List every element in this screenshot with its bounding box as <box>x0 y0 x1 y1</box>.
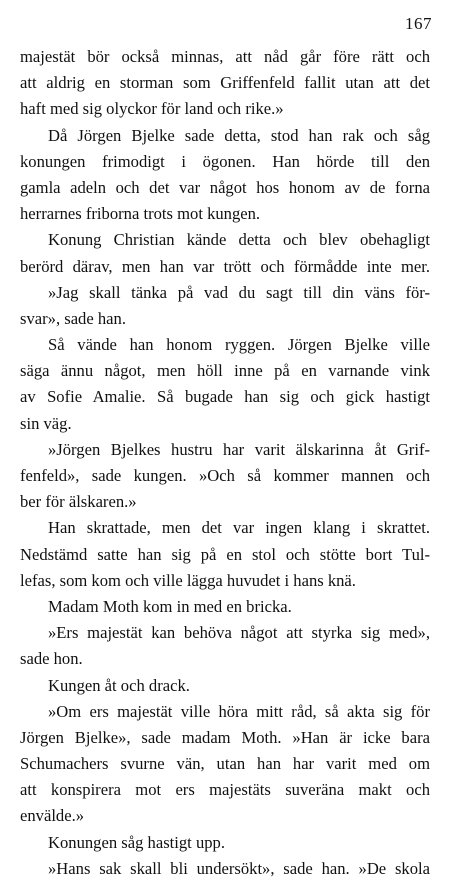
text-line: svar», sade han. <box>20 308 126 328</box>
text-line: herrarnes friborna trots mot kungen. <box>20 204 261 224</box>
body-text <box>20 44 430 882</box>
page-number: 167 <box>405 14 432 33</box>
text-line: lefas, som kom och ville lägga huvudet i hans knä. <box>20 570 356 590</box>
text-line: Konungen såg hastigt upp. <box>48 832 225 852</box>
text-line: att aldrig en storman som Griffenfeld fallit utan att det <box>20 73 430 93</box>
text-line: »Hans sak skall bli undersökt», sade han. »De skola <box>48 858 430 878</box>
text-line: sade hon. <box>20 649 83 669</box>
text-line: »Jörgen Bjelkes hustru har varit älskarinna åt Grif- <box>48 439 430 459</box>
text-line: Då Jörgen Bjelke sade detta, stod han rak och såg <box>48 125 430 145</box>
text-line: av Sofie Amalie. Så bugade han sig och gick hastigt <box>20 387 430 407</box>
text-line: gamla adeln och det var något hos honom av de forna <box>20 177 430 197</box>
text-line: »Ers majestät kan behöva något att styrka sig med», <box>48 623 430 643</box>
text-line: Så vände han honom ryggen. Jörgen Bjelke ville <box>48 335 430 355</box>
text-line: konungen frimodigt i ögonen. Han hörde till den <box>20 151 430 171</box>
text-line: sin väg. <box>20 413 72 433</box>
text-line: Kungen åt och drack. <box>48 675 190 695</box>
text-line: Konung Christian kände detta och blev obehagligt <box>48 230 430 250</box>
text-line: Schumachers svurne vän, utan han har varit med om <box>20 754 430 774</box>
text-line: »Jag skall tänka på vad du sagt till din väns för- <box>48 282 430 302</box>
text-line: haft med sig olyckor för land och rike.» <box>20 99 284 119</box>
text-line: Han skrattade, men det var ingen klang i skrattet. <box>48 518 430 538</box>
text-line: fenfeld», sade kungen. »Och så kommer mannen och <box>20 466 430 485</box>
text-line: ber för älskaren.» <box>20 492 137 512</box>
text-line: envälde.» <box>20 806 85 826</box>
text-line: Jörgen Bjelke», sade madam Moth. »Han är icke bara <box>20 727 430 747</box>
text-line: »Om ers majestät ville höra mitt råd, så akta sig för <box>48 701 430 721</box>
text-line: att konspirera mot ers majestäts suveräna makt och <box>20 780 430 800</box>
text-line: berörd därav, men han var trött och förmådde inte mer. <box>20 256 430 276</box>
text-line: säga ännu något, men höll inne på en varnande vink <box>20 361 430 381</box>
text-line: Nedstämd satte han sig på en stol och stötte bort Tul- <box>20 544 430 564</box>
text-line: Madam Moth kom in med en bricka. <box>48 596 292 616</box>
text-line: majestät bör också minnas, att nåd går före rätt och <box>20 47 430 66</box>
